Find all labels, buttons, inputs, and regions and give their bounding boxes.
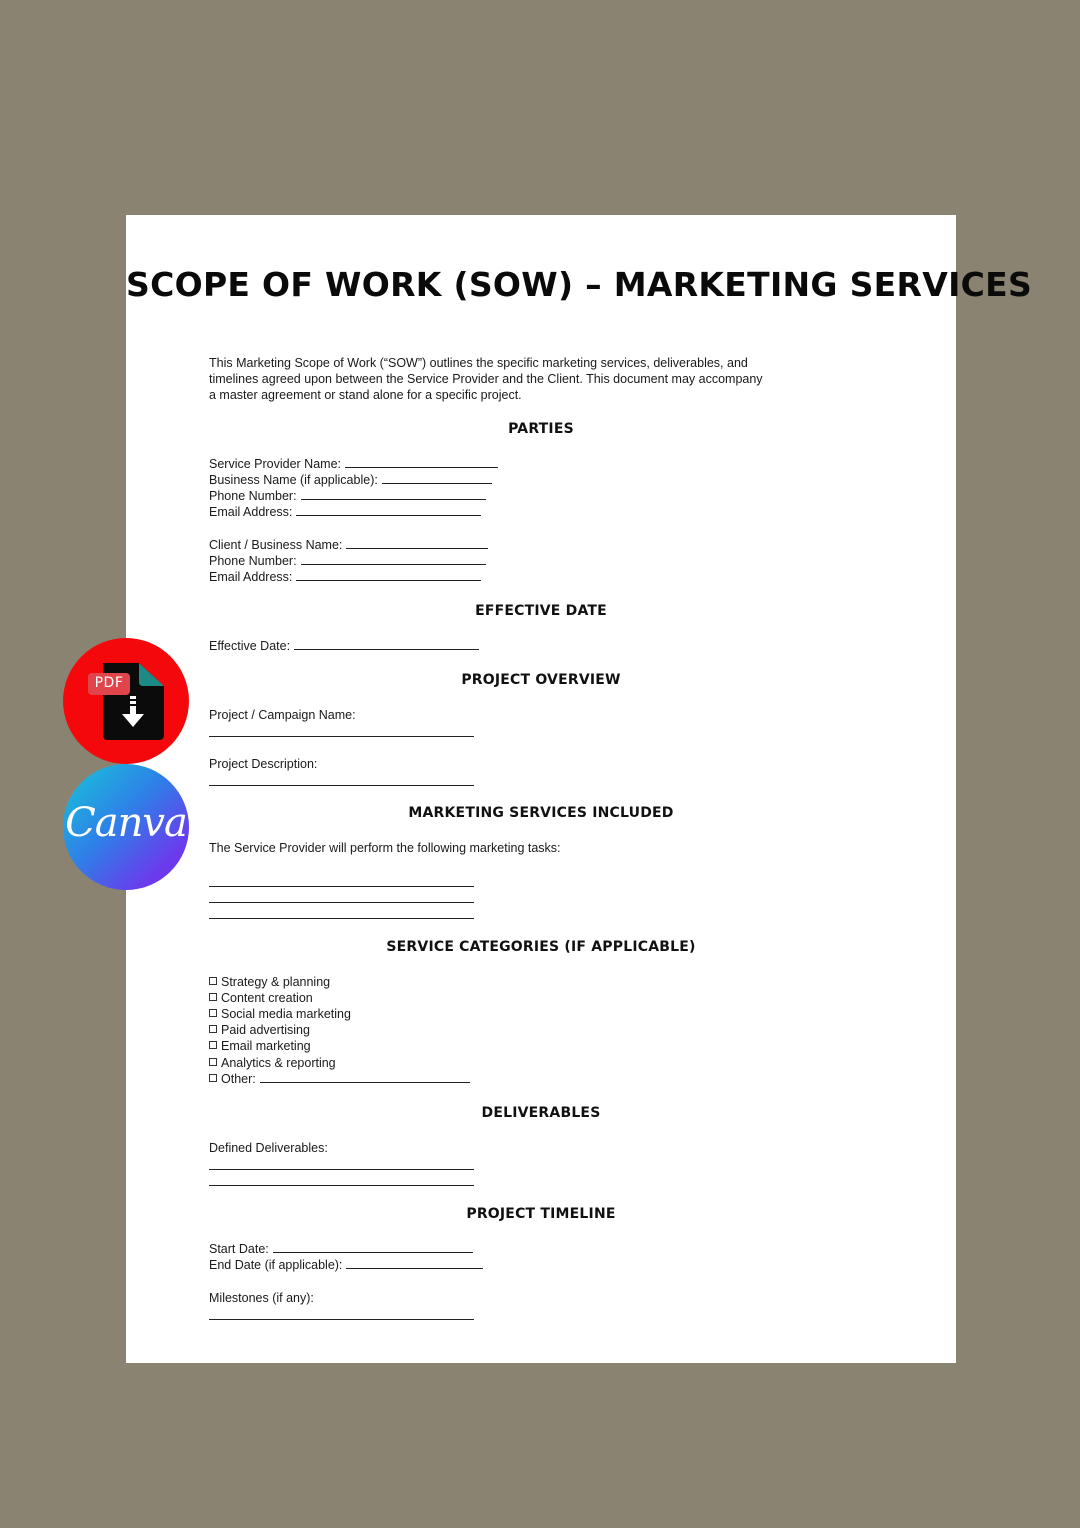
checkbox-item-other: Other: — [209, 1071, 470, 1087]
start-date-field: Start Date: — [209, 1241, 473, 1257]
pdf-label: PDF — [94, 675, 124, 691]
checkbox-item: Analytics & reporting — [209, 1055, 336, 1071]
pdf-download-badge[interactable] — [63, 638, 189, 764]
campaign-name-label: Project / Campaign Name: — [209, 708, 356, 722]
section-heading-project-timeline: PROJECT TIMELINE — [466, 1206, 616, 1222]
checkbox-item: Paid advertising — [209, 1022, 310, 1038]
checkbox-icon — [209, 1074, 217, 1082]
business-name-field: Business Name (if applicable): — [209, 472, 492, 488]
email-address-field: Email Address: — [209, 504, 481, 520]
project-description-label: Project Description: — [209, 757, 318, 771]
document-page — [126, 215, 1033, 1363]
checkbox-item: Social media marketing — [209, 1006, 351, 1022]
services-included-text: The Service Provider will perform the following marketing tasks: — [209, 841, 561, 855]
phone-number-field: Phone Number: — [209, 488, 486, 504]
checkbox-icon — [209, 977, 217, 985]
canva-logo: Canva — [65, 800, 187, 846]
checkbox-icon — [209, 1009, 217, 1017]
section-heading-service-categories: SERVICE CATEGORIES (IF APPLICABLE) — [386, 939, 696, 955]
services-line-2 — [209, 902, 474, 903]
project-description-line — [209, 785, 474, 786]
section-heading-parties: PARTIES — [508, 421, 574, 437]
checkbox-icon — [209, 1025, 217, 1033]
client-email-address-field: Email Address: — [209, 569, 481, 585]
milestones-label: Milestones (if any): — [209, 1291, 314, 1305]
deliverables-line-1 — [209, 1169, 474, 1170]
pdf-file-download-icon — [63, 638, 189, 764]
deliverables-line-2 — [209, 1185, 474, 1186]
campaign-name-line — [209, 736, 474, 737]
checkbox-item: Email marketing — [209, 1038, 311, 1054]
document-title: SCOPE OF WORK (SOW) – MARKETING SERVICES — [126, 265, 1033, 304]
intro-paragraph: This Marketing Scope of Work (“SOW”) outlines the specific marketing services, deliverables, and timelines agreed upon between the Service Provider and the Client. This document may accompany a master agreement or stand alone for a specific project. — [209, 356, 763, 403]
effective-date-field: Effective Date: — [209, 638, 479, 654]
client-phone-number-field: Phone Number: — [209, 553, 486, 569]
milestones-line — [209, 1319, 474, 1320]
checkbox-icon — [209, 1058, 217, 1066]
checkbox-icon — [209, 1041, 217, 1049]
services-line-3 — [209, 918, 474, 919]
checkbox-item: Content creation — [209, 990, 313, 1006]
section-heading-effective-date: EFFECTIVE DATE — [475, 603, 607, 619]
checkbox-icon — [209, 993, 217, 1001]
section-heading-deliverables: DELIVERABLES — [481, 1105, 601, 1121]
section-heading-services-included: MARKETING SERVICES INCLUDED — [408, 805, 674, 821]
canva-badge[interactable] — [63, 764, 189, 890]
client-business-name-field: Client / Business Name: — [209, 537, 488, 553]
section-heading-project-overview: PROJECT OVERVIEW — [461, 672, 621, 688]
defined-deliverables-label: Defined Deliverables: — [209, 1141, 328, 1155]
checkbox-item: Strategy & planning — [209, 974, 330, 990]
services-line-1 — [209, 886, 474, 887]
end-date-field: End Date (if applicable): — [209, 1257, 483, 1273]
service-provider-name-field: Service Provider Name: — [209, 456, 498, 472]
